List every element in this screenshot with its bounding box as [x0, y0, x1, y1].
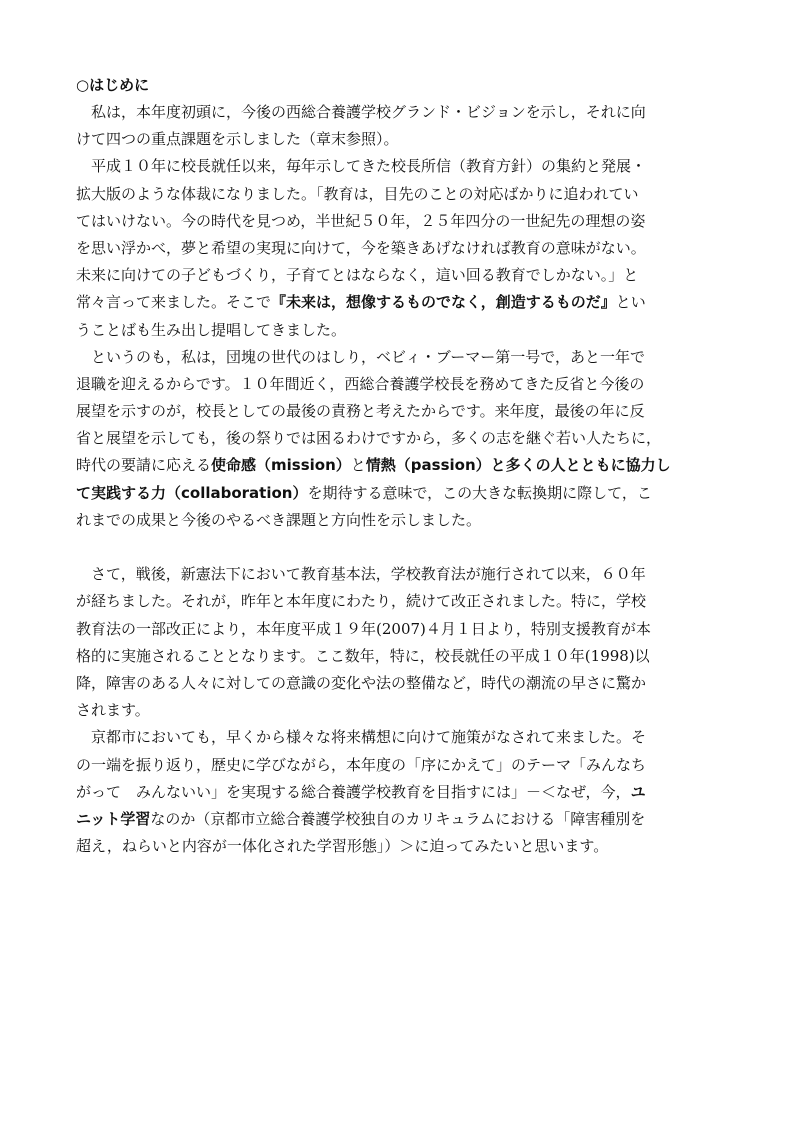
- text-line: [76, 289, 721, 316]
- passion-emphasis: 情熱（passion）: [365, 456, 491, 475]
- paragraph-kyoto: [76, 724, 721, 860]
- unit-learning-emphasis-cont: ニット学習: [76, 809, 151, 828]
- paragraph-spacer: [76, 534, 721, 561]
- text-line: うことばも生み出し提唱してきました。: [76, 320, 347, 339]
- collaboration-emphasis: と多くの人とともに協力し: [490, 456, 671, 475]
- text-line: 省と展望を示しても，後の祭りでは困るわけですから，多くの志を継ぐ若い人たちに，: [76, 429, 662, 448]
- text-line: [76, 480, 721, 507]
- text-line: 降，障害のある人々に対しての意識の変化や法の整備など，時代の潮流の早さに驚か: [76, 673, 647, 692]
- text-line: 退職を迎えるからです。１０年間近く，西総合養護学校長を務めてきた反省と今後の: [76, 374, 645, 393]
- text-line: 私は，本年度初頭に，今後の西総合養護学校グランド・ビジョンを示し，それに向: [76, 103, 646, 121]
- unit-learning-emphasis: ユ: [630, 782, 646, 801]
- text-span: 時代の要請に応える: [76, 456, 212, 475]
- mission-emphasis: 使命感（mission）: [211, 456, 351, 475]
- text-line: 展望を示すのが，校長としての最後の責務と考えたからです。来年度，最後の年に反: [76, 402, 645, 421]
- text-line: されます。: [76, 701, 150, 720]
- text-span: なのか（京都市立総合養護学校独自のカリキュラムにおける「障害種別を: [150, 809, 646, 828]
- paragraph-law-reform: [76, 561, 721, 724]
- text-line: 超え，ねらいと内容が一体化された学習形態」）＞に迫ってみたいと思います。: [76, 837, 609, 856]
- collaboration-emphasis-cont: て実践する力（collaboration）: [76, 483, 308, 502]
- text-line: 平成１０年に校長就任以来，毎年示してきた校長所信（教育方針）の集約と発展・: [76, 157, 647, 176]
- text-line: 未来に向けての子どもづくり，子育てとはならなく，這い回る教育でしかない。」と: [76, 266, 639, 285]
- text-span: と: [350, 456, 366, 475]
- text-line: というのも，私は，団塊の世代のはしり，ベビィ・ブーマー第一号で，あと一年で: [76, 347, 645, 366]
- text-line: の一端を振り返り，歴史に学びながら，本年度の「序にかえて」のテーマ「みんなち: [76, 755, 647, 774]
- text-line: れまでの成果と今後のやるべき課題と方向性を示しました。: [76, 510, 482, 529]
- text-line: が経ちました。それが，昨年と本年度にわたり，続けて改正されました。特に，学校: [76, 592, 647, 611]
- text-span: を期待する意味で，この大きな転換期に際して，こ: [307, 483, 652, 502]
- text-span: とい: [615, 293, 646, 312]
- text-line: [76, 806, 721, 833]
- paragraph-intro: [76, 99, 721, 153]
- motto-emphasis: 『未来は，想像するものでなく，創造するものだ』: [271, 293, 616, 312]
- text-line: [76, 779, 721, 806]
- text-line: を思い浮かべ，夢と希望の実現に向けて，今を築きあげなければ教育の意味がない。: [76, 238, 646, 257]
- text-span: 常々言って来ました。そこで: [76, 293, 272, 312]
- paragraph-reason: [76, 344, 721, 534]
- text-line: 京都市においても，早くから様々な将来構想に向けて施策がなされて来ました。そ: [76, 728, 647, 747]
- text-line: てはいけない。今の時代を見つめ，半世紀５０年，２５年四分の一世紀先の理想の姿: [76, 211, 646, 230]
- paragraph-policy: [76, 153, 721, 343]
- document-page: [76, 71, 721, 860]
- text-line: [76, 452, 721, 479]
- text-line: さて，戦後，新憲法下において教育基本法，学校教育法が施行されて以来，６０年: [76, 565, 646, 584]
- text-line: けて四つの重点課題を示しました（章末参照）。: [76, 130, 399, 149]
- text-line: 拡大版のような体裁になりました。「教育は，目先のことの対応ばかりに追われてい: [76, 184, 639, 203]
- text-span: がって みんないい」を実現する総合養護学校教育を目指すには」－＜なぜ，今，: [76, 782, 631, 801]
- text-line: 格的に実施されることとなります。ここ数年，特に，校長就任の平成１０年(1998)以: [76, 646, 650, 665]
- text-line: 教育法の一部改正により，本年度平成１９年(2007)４月１日より，特別支援教育が本: [76, 619, 651, 638]
- section-heading: ○はじめに: [76, 76, 150, 94]
